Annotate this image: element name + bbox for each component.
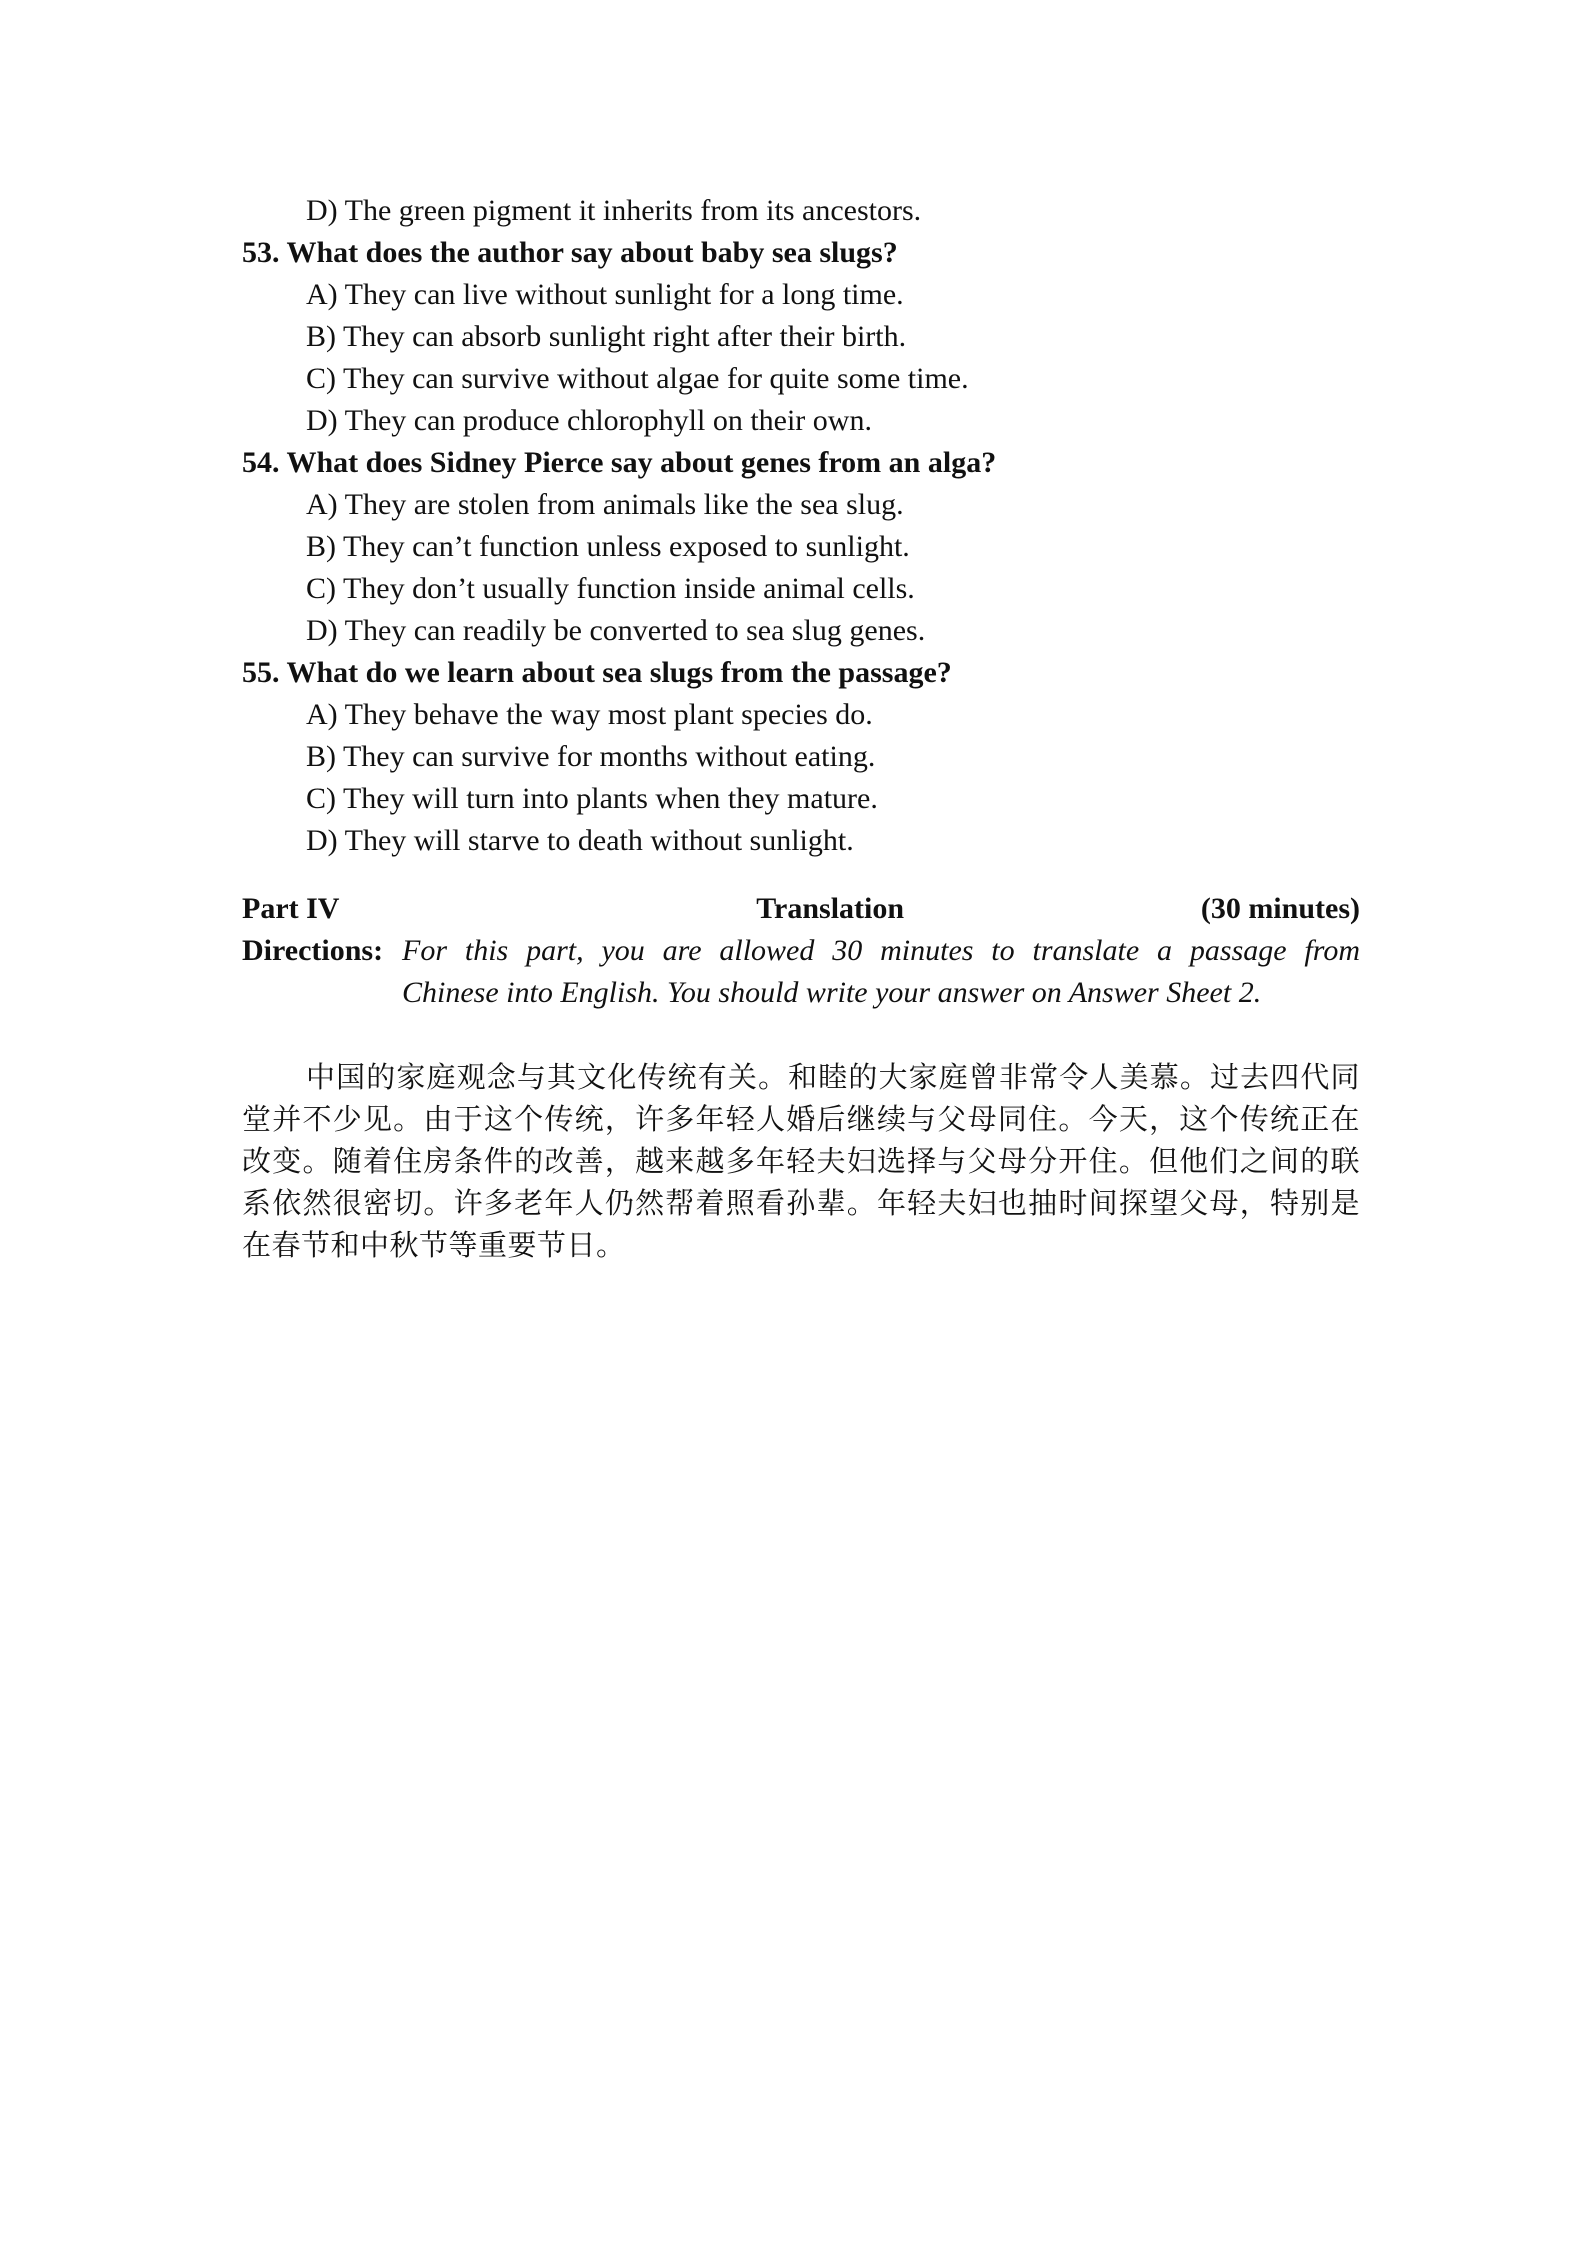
q55-option-d: D) They will starve to death without sunlight.	[306, 824, 854, 857]
directions-line-1: For this part, you are allowed 30 minutes to translate a passage from	[402, 934, 1360, 967]
part-time: (30 minutes)	[1200, 892, 1360, 925]
q53-option-b: B) They can absorb sunlight right after their birth.	[306, 320, 907, 353]
q53-option-d: D) They can produce chlorophyll on their own.	[306, 404, 872, 437]
part-number: Part IV	[242, 892, 340, 925]
directions-line-2: Chinese into English. You should write your answer on Answer Sheet 2.	[402, 976, 1262, 1009]
q55-question: 55. What do we learn about sea slugs from the passage?	[242, 656, 952, 689]
translation-passage: 中国的家庭观念与其文化传统有关。和睦的大家庭曾非常令人美慕。过去四代同堂并不少见。由于这个传统，许多年轻人婚后继续与父母同住。今天，这个传统正在改变。随着住房条件的改善，越来越多年轻夫妇选择与父母分开住。但他们之间的联系依然很密切。许多老年人仍然帮着照看孙辈。年轻夫妇也抽时间探望父母，特别是在春节和中秋节等重要节日。	[242, 1060, 1360, 1262]
q52-option-d: D) The green pigment it inherits from its ancestors.	[306, 194, 922, 227]
directions-label: Directions:	[242, 934, 384, 967]
part-title: Translation	[756, 892, 905, 925]
q54-option-c: C) They don’t usually function inside animal cells.	[306, 572, 915, 605]
q53-option-c: C) They can survive without algae for quite some time.	[306, 362, 969, 395]
part-header	[242, 888, 1360, 930]
directions	[242, 930, 1360, 1014]
q53-option-a: A) They can live without sunlight for a long time.	[306, 278, 904, 311]
q54-option-a: A) They are stolen from animals like the sea slug.	[306, 488, 904, 521]
q55-option-b: B) They can survive for months without eating.	[306, 740, 876, 773]
q53-question: 53. What does the author say about baby sea slugs?	[242, 236, 898, 269]
q54-question: 54. What does Sidney Pierce say about genes from an alga?	[242, 446, 997, 479]
directions-text	[242, 930, 1360, 1014]
q55-option-c: C) They will turn into plants when they mature.	[306, 782, 878, 815]
q54-option-d: D) They can readily be converted to sea slug genes.	[306, 614, 926, 647]
exam-page	[242, 190, 1360, 1266]
q55-option-a: A) They behave the way most plant species do.	[306, 698, 873, 731]
q54-option-b: B) They can’t function unless exposed to sunlight.	[306, 530, 910, 563]
